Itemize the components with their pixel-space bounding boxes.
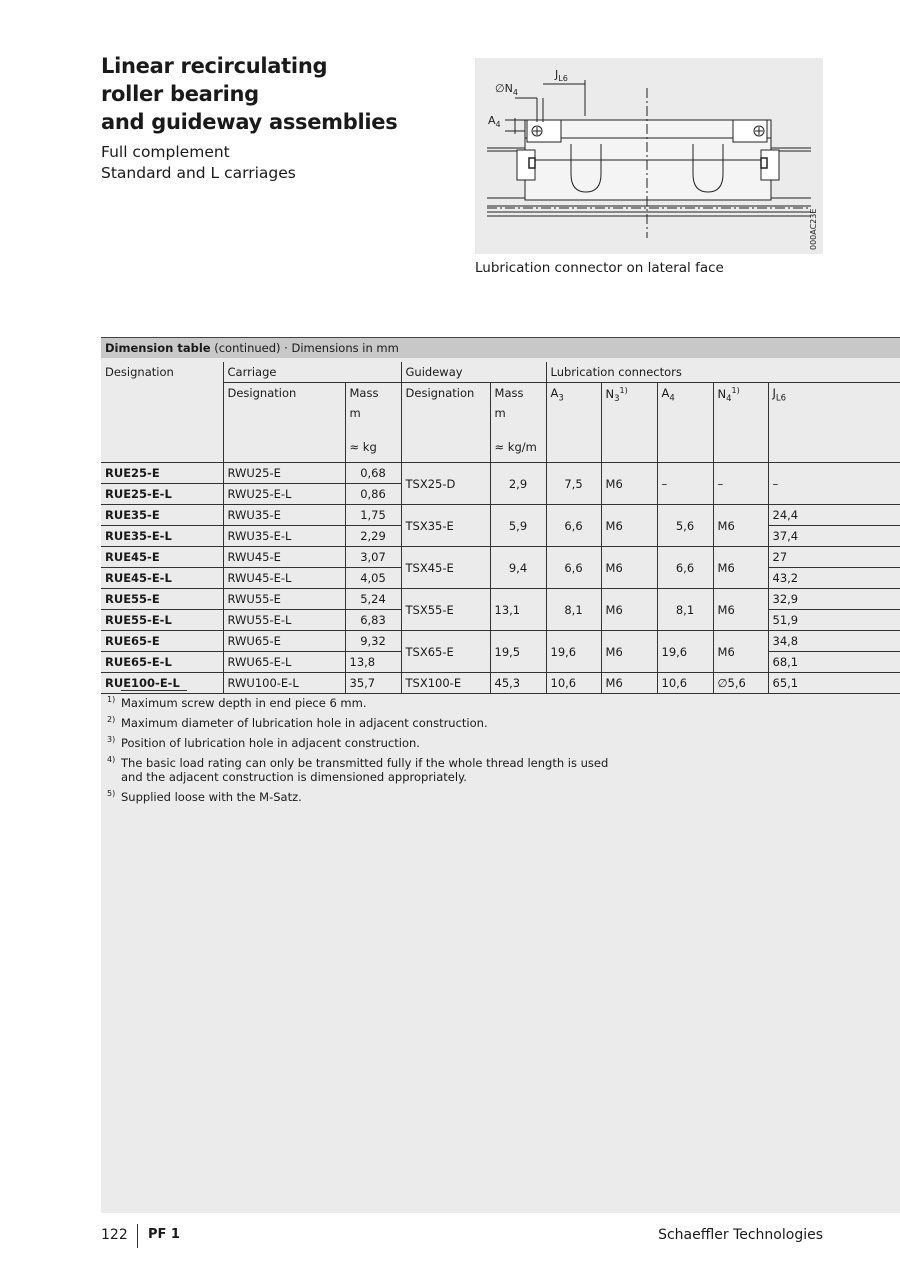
title-line-3: and guideway assemblies xyxy=(101,110,398,134)
table-row: RUE100-E-L RWU100-E-L 35,7 TSX100-E 45,3 10,6 M6 10,6 ∅5,6 65,1 xyxy=(101,673,900,694)
dimension-table xyxy=(101,362,900,694)
table-row: RUE45-E-L RWU45-E-L 4,05 43,2 xyxy=(101,568,900,589)
footnote-rule xyxy=(121,690,187,691)
header-guideway-designation: Designation xyxy=(401,383,490,463)
table-row: RUE65-E RWU65-E 9,32 TSX65-E 19,5 19,6 M6 19,6 M6 34,8 xyxy=(101,631,900,652)
header-row-2 xyxy=(101,383,900,463)
table-row: RUE25-E-L RWU25-E-L 0,86 xyxy=(101,484,900,505)
header-carriage-mass: Mass m ≈ kg xyxy=(345,383,401,463)
table-row: RUE55-E RWU55-E 5,24 TSX55-E 13,1 8,1 M6 8,1 M6 32,9 xyxy=(101,589,900,610)
figure-caption: Lubrication connector on lateral face xyxy=(475,260,724,276)
title-line-2: roller bearing xyxy=(101,82,259,106)
header-guideway-mass: Mass m ≈ kg/m xyxy=(490,383,546,463)
table-row: RUE35-E RWU35-E 1,75 TSX35-E 5,9 6,6 M6 5,6 M6 24,4 xyxy=(101,505,900,526)
table-row: RUE25-E RWU25-E 0,68 TSX25-D 2,9 7,5 M6 – – – xyxy=(101,463,900,484)
footnote-1: 1) Maximum screw depth in end piece 6 mm. xyxy=(107,695,367,710)
header-carriage: Carriage xyxy=(223,362,401,383)
table-title xyxy=(101,337,900,358)
jl6-label: $J_{L6}$ xyxy=(555,68,568,83)
header-a3: $A_3$ xyxy=(546,383,601,463)
table-row: RUE55-E-L RWU55-E-L 6,83 51,9 xyxy=(101,610,900,631)
title-line-1: Linear recirculating xyxy=(101,54,328,78)
header-n4: $N_4^{1)}$ xyxy=(713,383,768,463)
page-footer xyxy=(101,1224,823,1246)
header-carriage-designation: Designation xyxy=(223,383,345,463)
table-title-bold: Dimension table xyxy=(105,341,211,355)
header-row-1 xyxy=(101,362,900,383)
subtitle-line-2: Standard and L carriages xyxy=(101,164,296,182)
table-row: RUE65-E-L RWU65-E-L 13,8 68,1 xyxy=(101,652,900,673)
a4-label: $A_4$ xyxy=(488,114,501,129)
footnote-5: 5) Supplied loose with the M-Satz. xyxy=(107,789,302,804)
header-jl6: $J_{L6}$ xyxy=(768,383,900,463)
drawing-svg xyxy=(475,58,823,254)
subtitle-line-1: Full complement xyxy=(101,143,230,161)
footnotes xyxy=(107,690,627,810)
header-a4: $A_4$ xyxy=(657,383,713,463)
section-code: PF 1 xyxy=(148,1227,180,1242)
header-designation: Designation xyxy=(105,365,174,380)
company-name: Schaeffler Technologies xyxy=(658,1227,823,1243)
footnote-2: 2) Maximum diameter of lubrication hole in adjacent construction. xyxy=(107,715,488,730)
header-guideway: Guideway xyxy=(401,362,546,383)
table-title-rest: (continued) · Dimensions in mm xyxy=(210,341,399,355)
page-title xyxy=(101,52,441,136)
table-row: RUE35-E-L RWU35-E-L 2,29 37,4 xyxy=(101,526,900,547)
header-lubrication: Lubrication connectors xyxy=(546,362,900,383)
footer-separator xyxy=(137,1224,138,1248)
table-row: RUE45-E RWU45-E 3,07 TSX45-E 9,4 6,6 M6 6,6 M6 27 xyxy=(101,547,900,568)
page-number: 122 xyxy=(101,1227,128,1243)
header-n3: $N_3^{1)}$ xyxy=(601,383,657,463)
footnote-3: 3) Position of lubrication hole in adjacent construction. xyxy=(107,735,420,750)
n4-label: $\emptyset N_4$ xyxy=(495,82,518,97)
footnote-4: 4) The basic load rating can only be transmitted fully if the whole thread length is used and the adjacent construction is dimensioned appropriately. xyxy=(107,755,609,784)
page-subtitle xyxy=(101,142,296,184)
lubrication-connector-drawing xyxy=(475,58,823,254)
drawing-code: 000AC23E xyxy=(809,208,818,250)
